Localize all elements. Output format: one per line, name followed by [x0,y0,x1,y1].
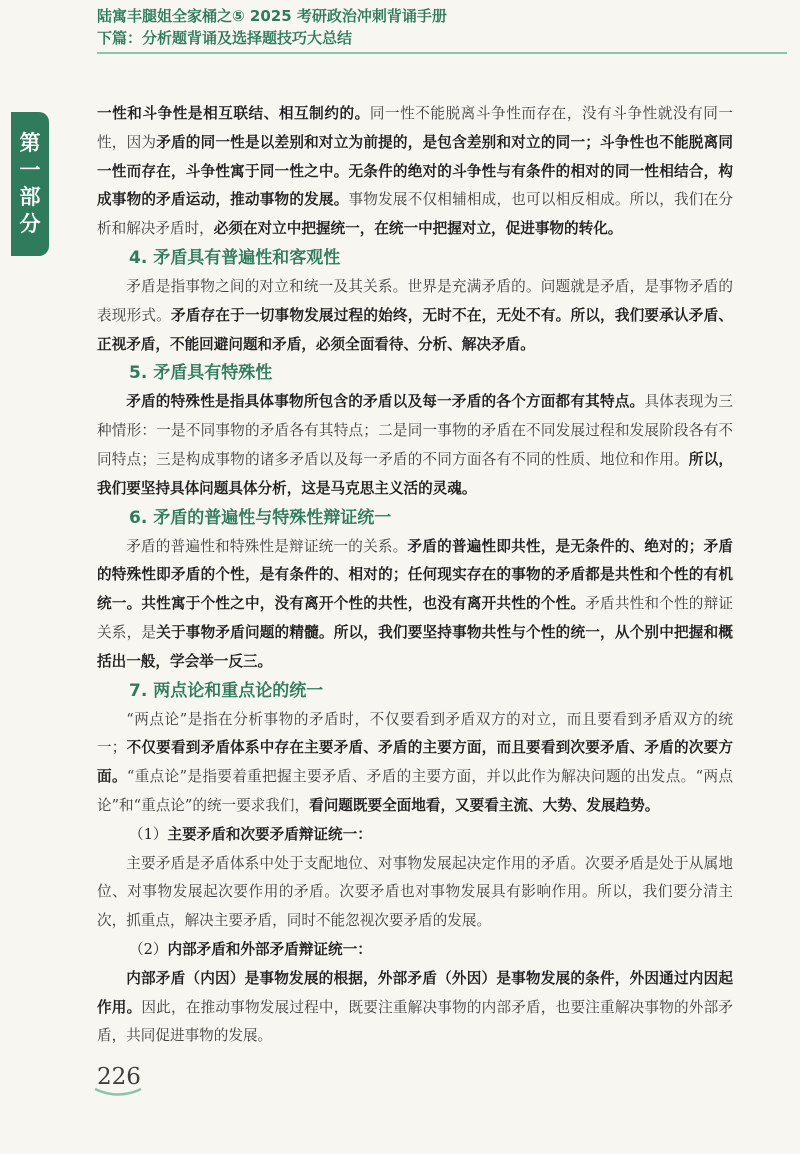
book-title: 陆寓丰腿姐全家桶之⑤ 2025 考研政治冲刺背诵手册 [97,7,447,25]
text-run: 具体表现为三种情形：一是不同事物的矛盾各有其特点；二是同一事物的矛盾在不同发展过程和发展阶段各有不同特点；三是构成事物的诸多矛盾以及每一矛盾的不同方面各有不同的性质、地位和作用。 [97,393,733,468]
text-run: 内部矛盾（内因）是事物发展的根据，外部矛盾（外因）是事物发展的条件，外因通过内因起作用。 [97,969,733,1016]
section-heading: 7. 两点论和重点论的统一 [129,680,324,701]
text-run: 事物发展不仅相辅相成，也可以相反相成。所以，我们在分析和解决矛盾时， [97,191,733,238]
part-side-tab [11,112,49,256]
side-tab-char: 部 [19,185,41,209]
subsection-title: 主要矛盾和次要矛盾辩证统一： [167,825,372,843]
section-title: 下篇：分析题背诵及选择题技巧大总结 [97,29,353,47]
paragraph [97,533,733,677]
page-number-underline-icon [93,1086,143,1100]
text-run: 矛盾是指事物之间的对立和统一及其关系。世界是充满矛盾的。问题就是矛盾，是事物矛盾的表现形式。 [97,277,733,324]
paragraph [97,850,733,936]
side-tab-char: 第 [19,131,41,155]
text-run: 因此，在推动事物发展过程中，既要注重解决事物的内部矛盾，也要注重解决事物的外部矛盾，共同促进事物的发展。 [97,998,733,1045]
side-tab-char: 分 [19,212,41,236]
text-run: 矛盾的特殊性是指具体事物所包含的矛盾以及每一矛盾的各个方面都有其特点。 [126,393,645,411]
text-run: 同一性不能脱离斗争性而存在，没有斗争性就没有同一性，因为 [97,105,733,151]
text-run: 看问题既要全面地看，又要看主流、大势、发展趋势。 [309,796,660,814]
subsection-number: （2） [129,940,168,958]
subsection-title: 内部矛盾和外部矛盾辩证统一： [167,940,372,958]
subsection-heading [97,936,733,965]
text-run: 主要矛盾是矛盾体系中处于支配地位、对事物发展起决定作用的矛盾。次要矛盾是处于从属地位、对事物发展起次要作用的矛盾。次要矛盾也对事物发展具有影响作用。所以，我们要分清主次，抓重点，解决主要矛盾，同时不能忽视次要矛盾的发展。 [97,854,733,930]
subsection-heading [97,821,733,850]
text-run: 不仅要看到矛盾体系中存在主要矛盾、矛盾的主要方面，而且要看到次要矛盾、矛盾的次要方面。 [97,739,733,786]
paragraph [97,388,733,503]
text-run: 矛盾的普遍性和特殊性是辩证统一的关系。 [126,537,408,555]
text-run: 矛盾的同一性是以差别和对立为前提的，是包含差别和对立的同一；斗争性也不能脱离同一性而存在，斗争性寓于同一性之中。无条件的绝对的斗争性与有条件的相对的同一性相结合，构成事物的矛盾运动，推动事物的发展。 [97,133,733,209]
section-heading: 5. 矛盾具有特殊性 [129,363,273,384]
header-rule [97,52,787,54]
text-run: 矛盾的普遍性即共性，是无条件的、绝对的；矛盾的特殊性即矛盾的个性，是有条件的、相对的；任何现实存在的事物的矛盾都是共性和个性的有机统一。共性寓于个性之中，没有离开个性的共性，也没有离开共性的个性。 [97,537,733,613]
subsection-number: （1） [129,825,168,843]
page-number: 226 [97,1064,141,1090]
paragraph [97,965,733,1051]
section-heading: 4. 矛盾具有普遍性和客观性 [129,247,341,268]
page-body [97,100,733,1051]
text-run: 矛盾存在于一切事物发展过程的始终，无时不在，无处不有。所以，我们要承认矛盾、正视矛盾，不能回避问题和矛盾，必须全面看待、分析、解决矛盾。 [97,306,733,353]
text-run: 必须在对立中把握统一，在统一中把握对立，促进事物的转化。 [213,220,623,238]
paragraph [97,100,733,244]
paragraph [97,273,733,359]
text-run: “两点论”是指在分析事物的矛盾时，不仅要看到矛盾双方的对立，而且要看到矛盾双方的统一； [97,710,733,757]
paragraph [97,706,733,821]
text-run: “重点论”是指要着重把握主要矛盾、矛盾的主要方面，并以此作为解决问题的出发点。“两点论”和“重点论”的统一要求我们， [97,768,733,814]
text-run: 关于事物矛盾问题的精髓。所以，我们要坚持事物共性与个性的统一，从个别中把握和概括出一般，学会举一反三。 [97,623,733,670]
side-tab-char: 一 [19,158,41,182]
section-heading: 6. 矛盾的普遍性与特殊性辩证统一 [129,507,392,528]
text-run: 一性和斗争性是相互联结、相互制约的。 [97,105,370,122]
text-run: 矛盾共性和个性的辩证关系，是 [97,595,733,641]
text-run: 所以，我们要坚持具体问题具体分析，这是马克思主义活的灵魂。 [97,450,733,497]
